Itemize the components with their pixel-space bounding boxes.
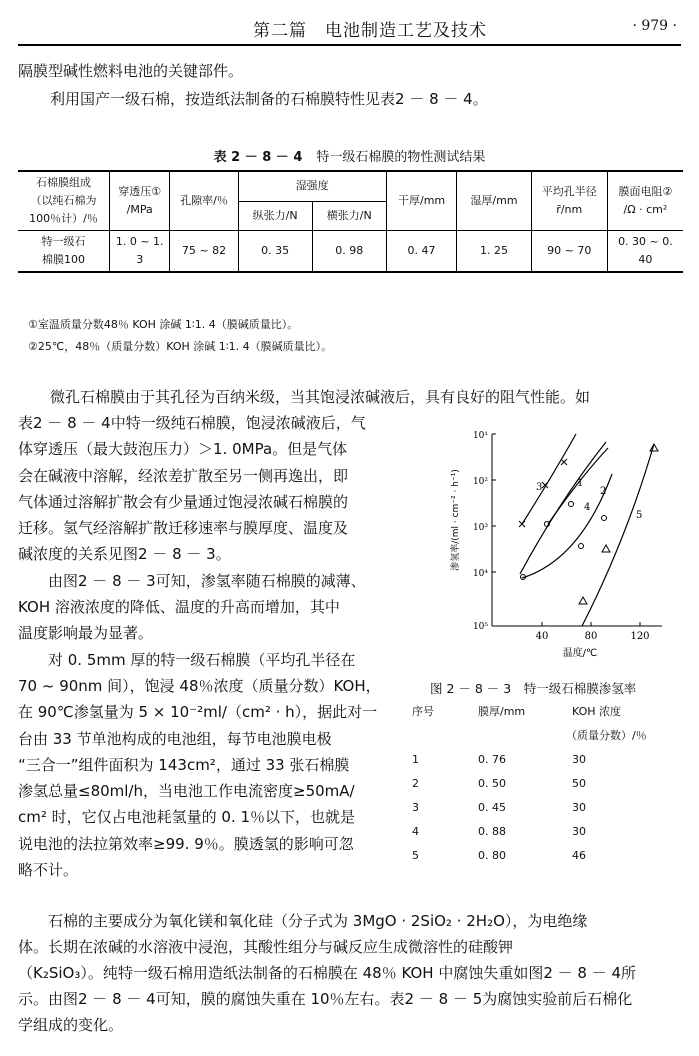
para-line: 会在碱液中溶解，经浓差扩散至另一侧再逸出，即 [18, 466, 349, 485]
para-line: 在 90℃渗氢量为 5 × 10⁻²ml/（cm² · h），据此对一 [18, 703, 378, 722]
header-wet-long: 纵张力/N [238, 201, 312, 230]
plot-frame [492, 434, 662, 626]
para-line: “三合一”组件面积为 143cm²，通过 33 张石棉膜 [18, 755, 350, 774]
figure-caption: 图 2 － 8 － 3 特一级石棉膜渗氢率 [430, 681, 637, 696]
cell-porosity: 75 ~ 82 [170, 231, 238, 273]
legend-row: 5 0. 80 46 [412, 849, 586, 862]
para-line: 略不计。 [18, 861, 79, 880]
data-point [561, 459, 567, 465]
properties-table [18, 170, 683, 273]
curve-label: 2 [600, 486, 607, 497]
legend-row: 2 0. 50 50 [412, 777, 586, 790]
header-dry-thickness: 干厚/mm [386, 171, 456, 231]
data-point [569, 502, 574, 507]
hydrogen-permeation-figure [430, 420, 690, 710]
para-line: 学组成的变化。 [18, 1016, 124, 1034]
header-composition: 石棉膜组成 （以纯石棉为 100％计）/％ [18, 171, 109, 231]
curve-label: 1 [577, 478, 584, 489]
para2 [18, 908, 683, 1038]
curve-label: 5 [636, 510, 643, 521]
table-caption [0, 146, 699, 165]
intro-line-2: 利用国产一级石棉，按造纸法制备的石棉膜特性见表2 － 8 － 4。 [50, 90, 488, 108]
legend-row: 1 0. 76 30 [412, 753, 586, 766]
running-header [18, 14, 681, 46]
y-tick-label: 10⁴ [472, 569, 488, 579]
para-line: 气体通过溶解扩散会有少量通过饱浸浓碱石棉膜的 [18, 492, 349, 511]
cell-wet-trans: 0. 98 [312, 231, 386, 273]
para-line: 台由 33 节单池构成的电池组，每节电池膜电极 [18, 729, 332, 748]
para-line: 对 0. 5mm 厚的特一级石棉膜（平均孔半径在 [18, 650, 356, 669]
para-line: 70 ~ 90nm 间），饱浸 48％浓度（质量分数）KOH， [18, 676, 381, 695]
cell-pore-size: 90 ~ 70 [531, 231, 607, 273]
para-line: KOH 溶液浓度的降低、温度的升高而增加，其中 [18, 598, 340, 617]
data-point [602, 545, 610, 552]
header-resistance: 膜面电阻② /Ω · cm² [607, 171, 683, 231]
header-porosity: 孔隙率/％ [170, 171, 238, 231]
header-wet-thickness: 湿厚/mm [457, 171, 531, 231]
para-line: 由图2 － 8 － 3可知，渗氢率随石棉膜的减薄、 [18, 571, 366, 590]
cell-wet-long: 0. 35 [238, 231, 312, 273]
x-axis-label: 温度/℃ [562, 648, 598, 659]
para-line: 体穿透压（最大鼓泡压力）＞1. 0MPa。但是气体 [18, 440, 348, 459]
y-tick-label: 10³ [472, 523, 488, 533]
legend-row: 4 0. 88 30 [412, 825, 586, 838]
curve-label: 4 [584, 502, 591, 513]
para-line: 说电池的法拉第效率≥99. 9％。膜透氢的影响可忽 [18, 834, 354, 853]
cell-permeability: 1. 0 ~ 1. 3 [109, 231, 169, 273]
para-line: 表2 － 8 － 4中特一级纯石棉膜，饱浸浓碱液后，气 [18, 414, 366, 432]
legend-row: 3 0. 45 30 [412, 801, 586, 814]
page-number: · 979 · [632, 18, 677, 34]
cell-composition: 特一级石 棉膜100 [18, 231, 109, 273]
x-tick-label: 40 [535, 631, 549, 642]
y-axis-label: 渗氢率/(ml · cm⁻² · h⁻¹) [451, 469, 461, 571]
para-line: 碱浓度的关系见图2 － 8 － 3。 [18, 545, 231, 564]
curve-5 [582, 444, 654, 626]
para-line: cm² 时，它仅占电池耗氢量的 0. 1％以下，也就是 [18, 808, 356, 827]
legend-header-row-2: （质量分数）/％ [566, 729, 647, 742]
para-line: （K₂SiO₃）。纯特一级石棉用造纸法制备的石棉膜在 48％ KOH 中腐蚀失重如图2 － 8 － 4所 [18, 964, 637, 982]
para-line: 体。长期在浓碱的水溶液中浸泡，其酸性组分与碱反应生成微溶性的硅酸钾 [18, 938, 514, 956]
intro-line-1: 隔膜型碱性燃料电池的关键部件。 [18, 62, 244, 80]
cell-dry-thickness: 0. 47 [386, 231, 456, 273]
data-point [602, 516, 607, 521]
curve-3 [522, 434, 576, 524]
y-tick-label: 10¹ [472, 431, 488, 441]
data-point [519, 521, 525, 527]
curve-label: 3 [536, 482, 543, 493]
legend-header-row: 序号 膜厚/mm KOH 浓度 [412, 705, 622, 718]
header-wet-strength: 湿强度 [238, 171, 386, 201]
chapter-title: 第二篇 电池制造工艺及技术 [253, 21, 487, 41]
y-tick-label: 10² [472, 477, 488, 487]
table-row [18, 231, 683, 273]
para-line: 温度影响最为显著。 [18, 624, 154, 643]
x-tick-label: 120 [630, 631, 650, 642]
header-permeability: 穿透压① /MPa [109, 171, 169, 231]
table-header-row [18, 171, 683, 201]
header-wet-trans: 横张力/N [312, 201, 386, 230]
table-title: 特一级石棉膜的物性测试结果 [316, 150, 486, 165]
header-pore-size: 平均孔半径 r̄/nm [531, 171, 607, 231]
para-line: 石棉的主要成分为氧化镁和氧化硅（分子式为 3MgO · 2SiO₂ · 2H₂O），为电绝缘 [18, 912, 588, 930]
data-point [579, 597, 587, 604]
x-tick-label: 80 [584, 631, 598, 642]
para-line: 迁移。氢气经溶解扩散迁移速率与膜厚度、温度及 [18, 519, 349, 538]
y-tick-label: 10⁵ [472, 622, 488, 632]
cell-resistance: 0. 30 ~ 0. 40 [607, 231, 683, 273]
para-line: 示。由图2 － 8 － 4可知，膜的腐蚀失重在 10％左右。表2 － 8 － 5为腐蚀实验前后石棉化 [18, 990, 633, 1008]
table-footnote-2: ②25℃，48％（质量分数）KOH 涂碱 1∶1. 4（膜碱质量比）。 [28, 340, 333, 353]
para1-wrapped-text [18, 410, 410, 883]
data-point [579, 544, 584, 549]
para-line: 渗氢总量≤80ml/h，当电池工作电流密度≥50mA/ [18, 782, 355, 801]
table-footnote-1: ①室温质量分数48％ KOH 涂碱 1∶1. 4（膜碱质量比）。 [28, 318, 299, 331]
cell-wet-thickness: 1. 25 [457, 231, 531, 273]
table-number: 表 2 － 8 － 4 [213, 150, 303, 165]
para1-first-line: 微孔石棉膜由于其孔径为百纳米级，当其饱浸浓碱液后，具有良好的阻气性能。如 [50, 388, 591, 406]
